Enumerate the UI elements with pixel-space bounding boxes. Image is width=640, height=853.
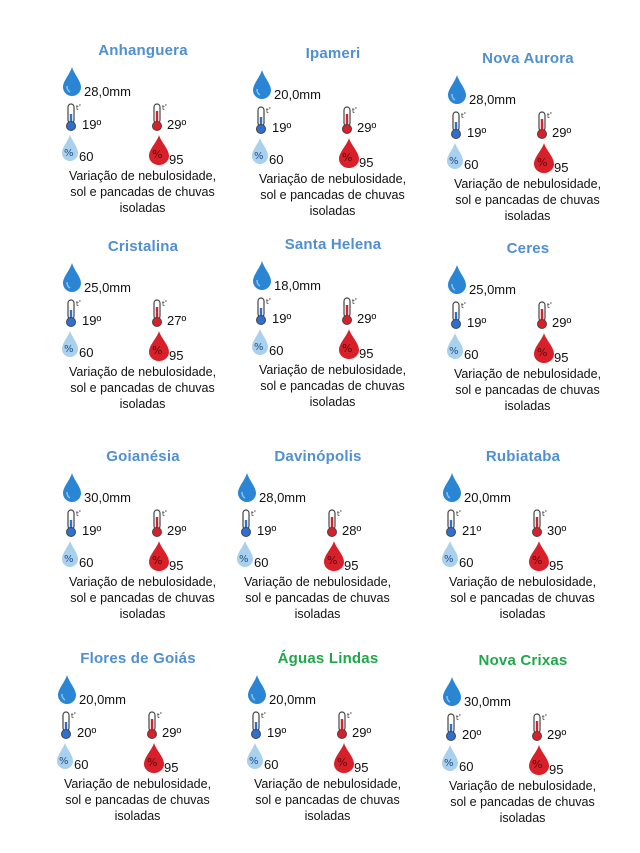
rain-amount: 30,0mm	[84, 490, 131, 505]
city-forecast-card	[245, 650, 435, 840]
humidity-min: 60	[269, 152, 284, 167]
svg-text:°: °	[354, 298, 357, 304]
svg-text:t: t	[76, 510, 79, 518]
description-line: sol e pancadas de chuvas	[65, 793, 210, 807]
description-line: Variação de nebulosidade,	[258, 172, 407, 186]
thermometer-hot-icon	[150, 508, 168, 538]
svg-text:%: %	[449, 156, 459, 167]
description-line: Variação de nebulosidade,	[448, 575, 597, 589]
thermometer-hot-icon	[150, 102, 168, 132]
svg-text:%: %	[537, 156, 548, 169]
svg-text:°: °	[268, 107, 271, 113]
thermometer-cold-icon	[64, 508, 82, 538]
weather-description	[55, 776, 220, 824]
city-name: Ceres	[506, 240, 550, 257]
humidity-min: 60	[464, 347, 479, 362]
svg-text:%: %	[337, 756, 348, 769]
svg-text:°: °	[78, 104, 81, 110]
thermometer-hot-icon	[535, 110, 553, 140]
humidity-low-drop-icon	[440, 744, 460, 772]
humidity-min: 60	[459, 555, 474, 570]
description-line: Variação de nebulosidade,	[258, 363, 407, 377]
svg-text:%: %	[532, 758, 543, 771]
humidity-high-drop-icon	[533, 332, 555, 364]
description-line: sol e pancadas de chuvas	[260, 188, 405, 202]
city-name: Nova Crixas	[478, 652, 568, 669]
description-line: sol e pancadas de chuvas	[245, 591, 390, 605]
svg-text:°: °	[544, 510, 547, 516]
description-line: Variação de nebulosidade,	[68, 365, 217, 379]
svg-text:%: %	[342, 342, 353, 355]
thermometer-hot-icon	[150, 298, 168, 328]
description-line: isoladas	[499, 811, 546, 825]
svg-text:°: °	[253, 510, 256, 516]
description-line: isoladas	[504, 209, 551, 223]
description-line: Variação de nebulosidade,	[243, 575, 392, 589]
rain-amount: 25,0mm	[469, 282, 516, 297]
humidity-high-drop-icon	[338, 137, 360, 169]
humidity-min: 60	[79, 345, 94, 360]
temperature-max: 29º	[357, 311, 377, 326]
thermometer-hot-icon	[340, 296, 358, 326]
humidity-max: 95	[359, 155, 374, 170]
rain-amount: 20,0mm	[274, 87, 321, 102]
svg-text:t: t	[547, 302, 550, 310]
humidity-max: 95	[169, 558, 184, 573]
svg-text:°: °	[458, 510, 461, 516]
thermometer-hot-icon	[535, 300, 553, 330]
description-line: isoladas	[309, 204, 356, 218]
svg-text:t: t	[162, 104, 165, 112]
svg-text:t: t	[547, 112, 550, 120]
svg-text:t: t	[352, 107, 355, 115]
raindrop-icon	[62, 472, 82, 502]
humidity-high-drop-icon	[338, 328, 360, 360]
description-line: Variação de nebulosidade,	[253, 777, 402, 791]
weather-description	[440, 574, 605, 622]
thermometer-cold-icon	[64, 298, 82, 328]
svg-text:°: °	[458, 714, 461, 720]
temperature-min: 19º	[467, 315, 487, 330]
humidity-max: 95	[359, 346, 374, 361]
temperature-min: 19º	[82, 523, 102, 538]
svg-text:t: t	[266, 298, 269, 306]
svg-text:°: °	[164, 104, 167, 110]
description-line: Variação de nebulosidade,	[453, 367, 602, 381]
humidity-min: 60	[459, 759, 474, 774]
humidity-low-drop-icon	[445, 332, 465, 360]
humidity-high-drop-icon	[333, 742, 355, 774]
city-name: Nova Aurora	[482, 50, 574, 67]
svg-text:°: °	[263, 712, 266, 718]
svg-text:%: %	[64, 148, 74, 159]
svg-text:%: %	[327, 554, 338, 567]
description-line: isoladas	[504, 399, 551, 413]
city-name: Águas Lindas	[277, 650, 379, 667]
thermometer-hot-icon	[340, 105, 358, 135]
raindrop-icon	[447, 264, 467, 294]
rain-amount: 28,0mm	[469, 92, 516, 107]
description-line: Variação de nebulosidade,	[68, 575, 217, 589]
temperature-min: 19º	[272, 311, 292, 326]
temperature-min: 20º	[77, 725, 97, 740]
temperature-max: 27º	[167, 313, 187, 328]
thermometer-cold-icon	[249, 710, 267, 740]
svg-text:%: %	[254, 151, 264, 162]
weather-description	[60, 364, 225, 412]
rain-amount: 28,0mm	[259, 490, 306, 505]
city-forecast-card	[250, 236, 440, 426]
city-forecast-card	[60, 238, 250, 428]
svg-text:t: t	[162, 300, 165, 308]
svg-text:°: °	[549, 302, 552, 308]
humidity-min: 60	[79, 555, 94, 570]
svg-text:t: t	[352, 298, 355, 306]
thermometer-cold-icon	[254, 105, 272, 135]
thermometer-hot-icon	[530, 508, 548, 538]
humidity-low-drop-icon	[245, 742, 265, 770]
city-forecast-card	[440, 448, 630, 638]
svg-text:%: %	[59, 756, 69, 767]
thermometer-cold-icon	[449, 300, 467, 330]
svg-text:°: °	[164, 510, 167, 516]
svg-text:°: °	[463, 112, 466, 118]
svg-text:°: °	[339, 510, 342, 516]
svg-text:%: %	[152, 148, 163, 161]
svg-text:°: °	[73, 712, 76, 718]
temperature-max: 29º	[162, 725, 182, 740]
svg-text:%: %	[449, 346, 459, 357]
humidity-low-drop-icon	[235, 540, 255, 568]
humidity-low-drop-icon	[60, 540, 80, 568]
svg-text:%: %	[152, 344, 163, 357]
svg-text:%: %	[239, 554, 249, 565]
city-name: Santa Helena	[284, 236, 382, 253]
temperature-min: 19º	[82, 117, 102, 132]
city-forecast-card	[445, 50, 635, 240]
temperature-max: 30º	[547, 523, 567, 538]
description-line: sol e pancadas de chuvas	[450, 795, 595, 809]
humidity-min: 60	[269, 343, 284, 358]
svg-text:t: t	[461, 302, 464, 310]
weather-description	[235, 574, 400, 622]
description-line: sol e pancadas de chuvas	[255, 793, 400, 807]
raindrop-icon	[62, 66, 82, 96]
temperature-max: 28º	[342, 523, 362, 538]
humidity-low-drop-icon	[60, 134, 80, 162]
weather-description	[250, 362, 415, 410]
temperature-max: 29º	[552, 315, 572, 330]
svg-text:%: %	[537, 346, 548, 359]
humidity-high-drop-icon	[528, 540, 550, 572]
weather-description	[445, 176, 610, 224]
description-line: isoladas	[499, 607, 546, 621]
thermometer-hot-icon	[325, 508, 343, 538]
description-line: isoladas	[304, 809, 351, 823]
raindrop-icon	[252, 69, 272, 99]
svg-text:°: °	[349, 712, 352, 718]
thermometer-cold-icon	[64, 102, 82, 132]
thermometer-cold-icon	[239, 508, 257, 538]
city-name: Anhanguera	[98, 42, 188, 59]
temperature-max: 29º	[167, 117, 187, 132]
description-line: sol e pancadas de chuvas	[455, 383, 600, 397]
temperature-min: 19º	[267, 725, 287, 740]
temperature-min: 19º	[272, 120, 292, 135]
humidity-high-drop-icon	[323, 540, 345, 572]
city-forecast-card	[250, 45, 440, 235]
svg-text:°: °	[159, 712, 162, 718]
svg-text:%: %	[444, 554, 454, 565]
svg-text:%: %	[444, 758, 454, 769]
description-line: sol e pancadas de chuvas	[260, 379, 405, 393]
rain-amount: 28,0mm	[84, 84, 131, 99]
svg-text:°: °	[544, 714, 547, 720]
svg-text:%: %	[64, 344, 74, 355]
svg-text:t: t	[542, 714, 545, 722]
temperature-max: 29º	[352, 725, 372, 740]
humidity-low-drop-icon	[60, 330, 80, 358]
svg-text:t: t	[162, 510, 165, 518]
humidity-max: 95	[554, 160, 569, 175]
temperature-min: 21º	[462, 523, 482, 538]
rain-amount: 30,0mm	[464, 694, 511, 709]
svg-text:°: °	[164, 300, 167, 306]
humidity-min: 60	[74, 757, 89, 772]
svg-text:°: °	[268, 298, 271, 304]
svg-text:t: t	[266, 107, 269, 115]
temperature-min: 20º	[462, 727, 482, 742]
weather-description	[60, 168, 225, 216]
humidity-low-drop-icon	[445, 142, 465, 170]
thermometer-cold-icon	[444, 508, 462, 538]
humidity-min: 60	[79, 149, 94, 164]
rain-amount: 25,0mm	[84, 280, 131, 295]
raindrop-icon	[237, 472, 257, 502]
svg-text:t: t	[347, 712, 350, 720]
svg-text:t: t	[337, 510, 340, 518]
thermometer-cold-icon	[449, 110, 467, 140]
raindrop-icon	[62, 262, 82, 292]
description-line: Variação de nebulosidade,	[68, 169, 217, 183]
description-line: Variação de nebulosidade,	[63, 777, 212, 791]
city-forecast-card	[55, 650, 245, 840]
city-forecast-card	[235, 448, 425, 638]
svg-text:°: °	[354, 107, 357, 113]
humidity-max: 95	[169, 152, 184, 167]
city-name: Davinópolis	[274, 448, 362, 465]
humidity-max: 95	[344, 558, 359, 573]
svg-text:t: t	[76, 300, 79, 308]
temperature-min: 19º	[467, 125, 487, 140]
humidity-low-drop-icon	[250, 137, 270, 165]
description-line: sol e pancadas de chuvas	[450, 591, 595, 605]
svg-text:°: °	[549, 112, 552, 118]
thermometer-hot-icon	[145, 710, 163, 740]
svg-text:°: °	[78, 510, 81, 516]
city-forecast-card	[440, 652, 630, 842]
humidity-high-drop-icon	[528, 744, 550, 776]
svg-text:%: %	[342, 151, 353, 164]
humidity-max: 95	[554, 350, 569, 365]
description-line: isoladas	[119, 201, 166, 215]
svg-text:t: t	[542, 510, 545, 518]
city-name: Cristalina	[107, 238, 179, 255]
description-line: isoladas	[119, 397, 166, 411]
svg-text:t: t	[461, 112, 464, 120]
city-forecast-card	[445, 240, 635, 430]
description-line: isoladas	[119, 607, 166, 621]
humidity-high-drop-icon	[533, 142, 555, 174]
humidity-min: 60	[254, 555, 269, 570]
description-line: Variação de nebulosidade,	[448, 779, 597, 793]
humidity-low-drop-icon	[250, 328, 270, 356]
description-line: Variação de nebulosidade,	[453, 177, 602, 191]
temperature-max: 29º	[547, 727, 567, 742]
description-line: sol e pancadas de chuvas	[70, 381, 215, 395]
svg-text:%: %	[152, 554, 163, 567]
svg-text:t: t	[456, 510, 459, 518]
humidity-max: 95	[549, 762, 564, 777]
humidity-min: 60	[464, 157, 479, 172]
svg-text:t: t	[261, 712, 264, 720]
thermometer-cold-icon	[59, 710, 77, 740]
temperature-min: 19º	[257, 523, 277, 538]
raindrop-icon	[442, 676, 462, 706]
description-line: sol e pancadas de chuvas	[70, 185, 215, 199]
humidity-max: 95	[169, 348, 184, 363]
thermometer-hot-icon	[335, 710, 353, 740]
rain-amount: 18,0mm	[274, 278, 321, 293]
svg-text:%: %	[254, 342, 264, 353]
rain-amount: 20,0mm	[269, 692, 316, 707]
city-name: Goianésia	[106, 448, 180, 465]
humidity-high-drop-icon	[148, 330, 170, 362]
svg-text:%: %	[64, 554, 74, 565]
humidity-max: 95	[354, 760, 369, 775]
city-forecast-card	[60, 448, 250, 638]
svg-text:t: t	[456, 714, 459, 722]
humidity-high-drop-icon	[148, 540, 170, 572]
raindrop-icon	[447, 74, 467, 104]
description-line: isoladas	[294, 607, 341, 621]
raindrop-icon	[252, 260, 272, 290]
description-line: sol e pancadas de chuvas	[70, 591, 215, 605]
humidity-low-drop-icon	[440, 540, 460, 568]
svg-text:t: t	[71, 712, 74, 720]
city-name: Flores de Goiás	[80, 650, 196, 667]
city-name: Ipameri	[305, 45, 361, 62]
rain-amount: 20,0mm	[79, 692, 126, 707]
svg-text:t: t	[157, 712, 160, 720]
weather-description	[445, 366, 610, 414]
svg-text:°: °	[463, 302, 466, 308]
temperature-max: 29º	[357, 120, 377, 135]
svg-text:t: t	[251, 510, 254, 518]
raindrop-icon	[442, 472, 462, 502]
temperature-min: 19º	[82, 313, 102, 328]
temperature-max: 29º	[167, 523, 187, 538]
humidity-max: 95	[549, 558, 564, 573]
humidity-low-drop-icon	[55, 742, 75, 770]
description-line: sol e pancadas de chuvas	[455, 193, 600, 207]
rain-amount: 20,0mm	[464, 490, 511, 505]
weather-description	[250, 171, 415, 219]
description-line: isoladas	[309, 395, 356, 409]
svg-text:%: %	[249, 756, 259, 767]
city-name: Rubiataba	[485, 448, 561, 465]
city-forecast-card	[60, 42, 250, 232]
svg-text:%: %	[532, 554, 543, 567]
svg-text:%: %	[147, 756, 158, 769]
temperature-max: 29º	[552, 125, 572, 140]
raindrop-icon	[247, 674, 267, 704]
weather-description	[245, 776, 410, 824]
thermometer-cold-icon	[444, 712, 462, 742]
description-line: isoladas	[114, 809, 161, 823]
humidity-high-drop-icon	[143, 742, 165, 774]
svg-text:°: °	[78, 300, 81, 306]
weather-description	[60, 574, 225, 622]
humidity-min: 60	[264, 757, 279, 772]
thermometer-hot-icon	[530, 712, 548, 742]
weather-description	[440, 778, 605, 826]
svg-text:t: t	[76, 104, 79, 112]
thermometer-cold-icon	[254, 296, 272, 326]
humidity-high-drop-icon	[148, 134, 170, 166]
raindrop-icon	[57, 674, 77, 704]
humidity-max: 95	[164, 760, 179, 775]
